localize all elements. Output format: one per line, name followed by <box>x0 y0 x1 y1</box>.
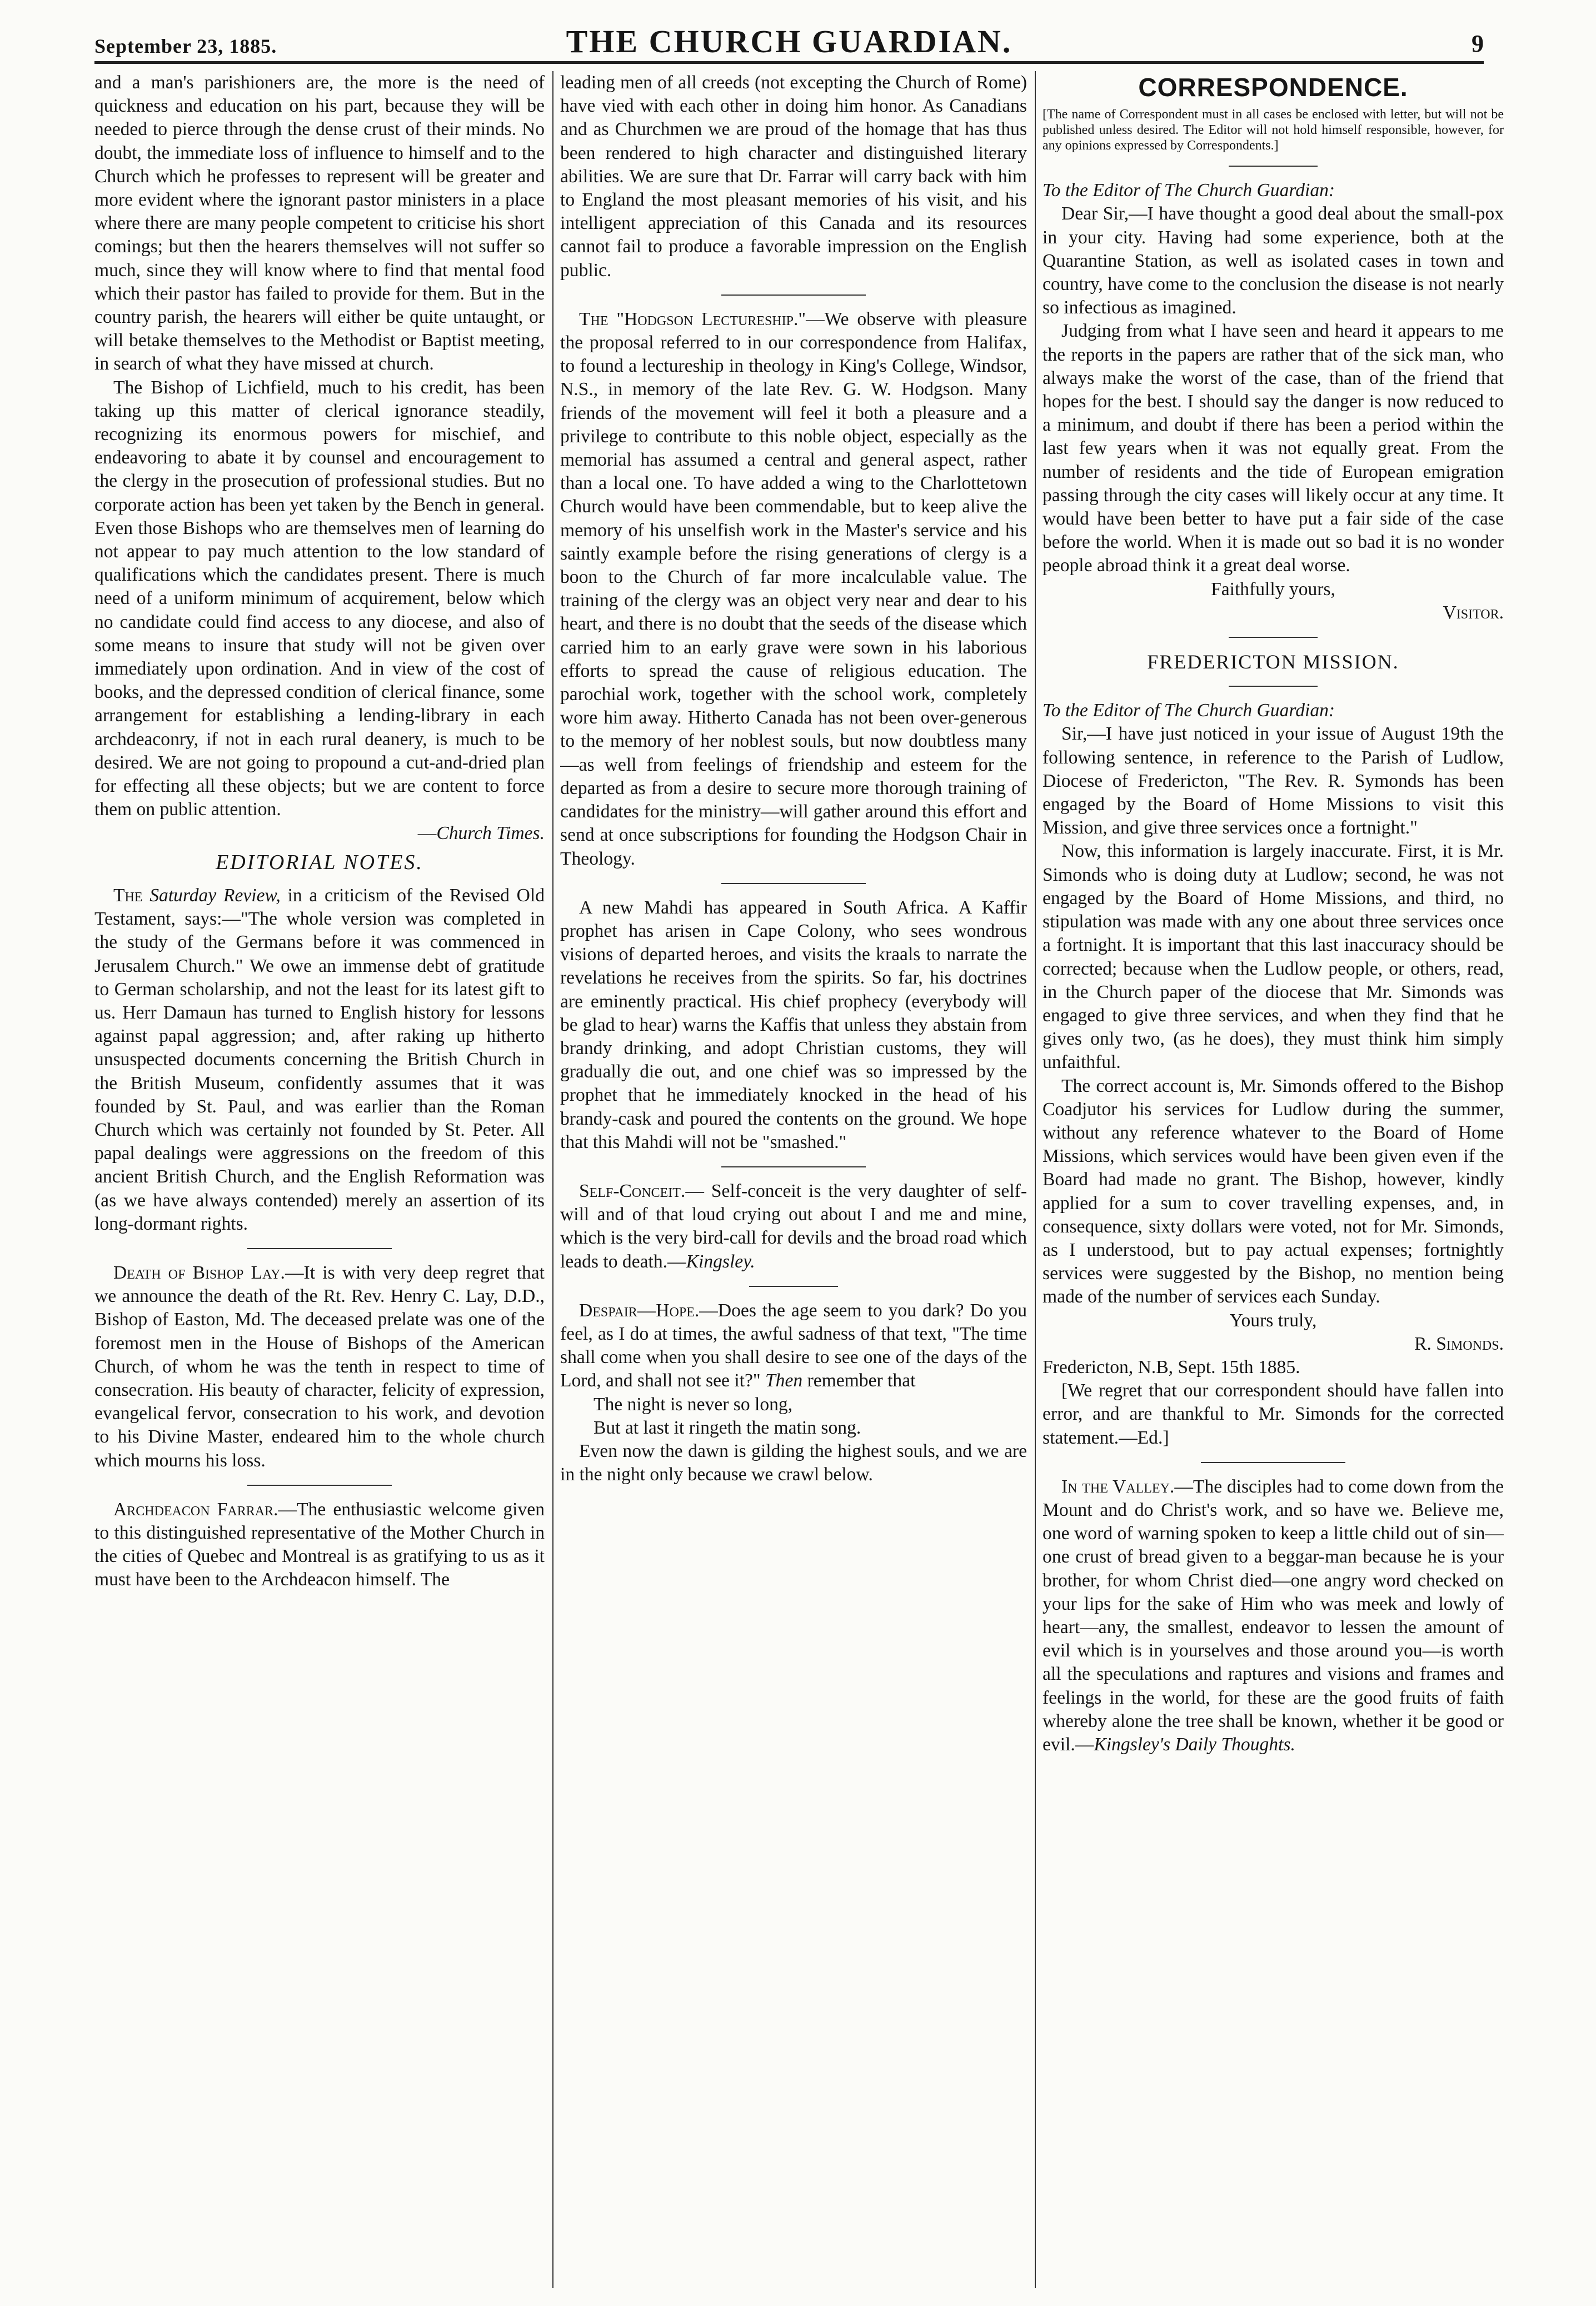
issue-date: September 23, 1885. <box>94 35 277 57</box>
source-title: Kingsley. <box>686 1251 755 1272</box>
letter-salutation: To the Editor of The Church Guardian: <box>1043 180 1335 201</box>
letter-paragraph: Judging from what I have seen and heard it appears to me the reports in the papers are rather that of the sick man, who always make the worst of the case, than of the friend that hopes for the best. I should say the danger is now reduced to a minimum, and doubt if there has been a period within the last few years when it was not equally great. From the number of residents and the tide of European emigration passing through the city cases will likely occur at any time. It would have been better to have put a fair side of the case before the world. When it is made out so bad it is no wonder people abroad think it a great deal worse. <box>1043 321 1504 576</box>
letter-salutation: To the Editor of The Church Guardian: <box>1043 700 1335 721</box>
separator-rule <box>1229 637 1318 638</box>
correspondence-heading: CORRESPONDENCE. <box>1138 73 1408 102</box>
note-lead: Self-Conceit. <box>579 1180 686 1201</box>
article-paragraph: Even now the dawn is gilding the highest souls, and we are in the night only because we crawl below. <box>560 1440 1027 1485</box>
article-paragraph: and a man's parishioners are, the more is the need of quickness and education on his part, because they will be needed to pierce through the dense crust of their minds. No doubt, the immediate loss of influence to himself and to the Church which he professes to represent will be greater and more evident where the ignorant pastor ministers in a place where there are many people competent to criticise his short comings; but then the hearers themselves will not suffer so much, since they will know where to find that mental food which their pastor has failed to provide for them. But in the country parish, the hearers will either be quite untaught, or will betake themselves to the Methodist or Baptist meeting, in search of what they have missed at church. <box>94 72 545 375</box>
separator-rule <box>1201 1462 1345 1463</box>
editorial-note: A new Mahdi has appeared in South Africa. A Kaffir prophet has arisen in Cape Colony, who sees wondrous visions of departed heroes, and visits the kraals to narrate the revelations he receives from the spirits. So far, his doctrines are eminently practical. His chief prophecy (everybody will be glad to hear) warns the Kaffis that unless they abstain from brandy drinking, and adopt Christian customs, they will gradually die out, and one chief was so impressed by the prophet that he immediately knocked in the head of his brandy-cask and poured the contents on the ground. We hope that this Mahdi will not be "smashed." <box>560 897 1027 1152</box>
verse-line: The night is never so long, <box>593 1394 793 1415</box>
separator-rule <box>721 883 866 884</box>
article-paragraph: leading men of all creeds (not excepting the Church of Rome) have vied with each other in doing him honor. As Canadians and as Churchmen we are proud of the homage that has thus been rendered to high character and distinguished literary abilities. We are sure that Dr. Farrar will carry back with him to England the most pleasant memories of his visit, and his intelligent appreciation of this Canada and its resources cannot fail to produce a favorable impression on the English public. <box>560 72 1027 281</box>
letter-signature: Visitor. <box>1443 602 1504 623</box>
editorial-note: Archdeacon Farrar.—The enthusiastic welcome given to this distinguished representative of the Mother Church in the cities of Quebec and Montreal is as gratifying to us as it must have been to the Archdeacon himself. The <box>94 1499 545 1590</box>
separator-rule <box>1229 686 1318 687</box>
note-lead: Death of Bishop Lay. <box>113 1262 285 1283</box>
column-1 <box>94 71 545 2288</box>
letter-signature: R. Simonds. <box>1414 1333 1504 1354</box>
letter-place-date: Fredericton, N.B, Sept. 15th 1885. <box>1043 1356 1300 1377</box>
column-rule <box>552 71 553 2288</box>
note-lead: In the Valley. <box>1061 1476 1175 1497</box>
column-rule <box>1035 71 1036 2288</box>
editorial-note: In the Valley.—The disciples had to come down from the Mount and do Christ's work, and so have we. Believe me, one word of warning spoken to keep a little child out of sin—one crust of bread given to a beggar-man because he is your brother, for whom Christ died—one angry word checked on your lips for the sake of Him who was meek and lowly of heart—any, the smallest, endeavor to lessen the amount of evil which is in yourselves and those around you—is worth all the speculations and raptures and visions and frames and feelings in the world, for these are the good fruits of faith whereby alone the tree shall be known, whether it be good or evil.—Kingsley's Daily Thoughts. <box>1043 1476 1504 1755</box>
correspondence-notice: [The name of Correspondent must in all cases be enclosed with letter, but will not be published unless desired. The Editor will not hold himself responsible, however, for any opinions expressed by Correspondents.] <box>1043 107 1504 153</box>
separator-rule <box>721 1166 866 1167</box>
article-paragraph: The Bishop of Lichfield, much to his credit, has been taking up this matter of clerical ignorance steadily, recognizing its enormous powers for mischief, and endeavoring to abate it by counsel and encouragement to the clergy in the prosecution of professional studies. But no corporate action has been yet taken by the Bench in general. Even those Bishops who are themselves men of learning do not appear to pay much attention to the low standard of qualifications which the candidates present. There is much need of a uniform minimum of acquirement, below which no candidate could find access to any diocese, and also of some means to insure that study will not be given over immediately upon ordination. And in view of the cost of books, and the depressed condition of clerical finance, some arrangement for establishing a lending-library in each archdeaconry, if not in each rural deanery, is much to be desired. We are not going to propound a cut-and-dried plan for effecting all these objects; but we are content to force them on public attention. <box>94 377 545 820</box>
editorial-notes-heading: EDITORIAL NOTES. <box>216 850 423 874</box>
column-2 <box>560 71 1027 2288</box>
editorial-note: The Saturday Review, in a criticism of the Revised Old Testament, says:—"The whole version was completed in the study of the Germans before it was commenced in Jerusalem Church." We owe an immense debt of gratitude to German scholarship, and not the least for its latest gift to us. Herr Damaun has turned to English history for lessons against papal aggression; and, after raking up hitherto unsuspected documents concerning the British Church in the British Museum, confidently assumes that it was founded by St. Paul, and was earlier than the Roman Church which was certainly not founded by St. Peter. All papal dealings were aggressions on the freedom of this ancient British Church, and the English Reformation was (as we have always contended) merely an assertion of its long-dormant rights. <box>94 885 545 1234</box>
source-title: Church Times. <box>436 822 545 843</box>
source-title: Kingsley's Daily Thoughts. <box>1094 1734 1295 1755</box>
letter-paragraph: The correct account is, Mr. Simonds offered to the Bishop Coadjutor his services for Ludlow during the summer, without any reference whatever to the Board of Home Missions, which services would have been given even if the Board had made no grant. The Bishop, however, kindly applied for a sum to cover travelling expenses, and, in consequence, sixty dollars were voted, not for Mr. Simonds, as I understood, but to pay actual expenses; fortnightly services were suggested by the Bishop, no mention being made of the number of services each Sunday. <box>1043 1075 1504 1307</box>
note-lead: Despair—Hope. <box>579 1300 700 1321</box>
separator-rule <box>721 295 866 296</box>
page-number: 9 <box>1472 30 1484 57</box>
column-3 <box>1043 71 1504 2288</box>
article-source: —Church Times. <box>417 822 545 843</box>
letter-paragraph: Now, this information is largely inaccurate. First, it is Mr. Simonds who is doing duty at Ludlow; second, he was not engaged by the Board of Home Missions, and third, no stipulation was made with any one about three services once a fortnight. It is important that this last inaccuracy should be corrected; because when the Ludlow people, or others, read, in the Church paper of the diocese that Mr. Simonds was engaged to give three services, and when they find that he gives only two, (as he does), they must think him simply unfaithful. <box>1043 841 1504 1073</box>
note-lead: Archdeacon Farrar. <box>113 1499 278 1520</box>
editorial-note: Despair—Hope.—Does the age seem to you dark? Do you feel, as I do at times, the awful sadness of that text, "The time shall come when you shall desire to see one of the days of the Lord, and shall not see it?" Then remember that <box>560 1300 1027 1391</box>
separator-rule <box>749 1286 838 1287</box>
letter-paragraph: Sir,—I have just noticed in your issue of August 19th the following sentence, in reference to the Parish of Ludlow, Diocese of Fredericton, "The Rev. R. Symonds has been engaged by the Board of Home Missions to visit this Mission, and give three services once a fortnight." <box>1043 723 1504 838</box>
letter-closing: Faithfully yours, <box>1211 578 1335 600</box>
verse-line: But at last it ringeth the matin song. <box>593 1417 861 1438</box>
note-lead: The "Hodgson Lectureship." <box>579 308 806 330</box>
letter-paragraph: Dear Sir,—I have thought a good deal about the small-pox in your city. Having had some experience, both at the Quarantine Station, as well as isolated cases in town and country, have come to the conclusion the disease is not nearly so infectious as imagined. <box>1043 203 1504 318</box>
editorial-note: Self-Conceit.— Self-conceit is the very daughter of self-will and of that loud crying out about I and me and mine, which is the very bird-call for devils and the broad road which leads to death.—Kingsley. <box>560 1180 1027 1272</box>
newspaper-title: THE CHURCH GUARDIAN. <box>566 23 1013 59</box>
fredericton-mission-heading: FREDERICTON MISSION. <box>1147 651 1399 673</box>
separator-rule <box>247 1248 392 1249</box>
separator-rule <box>247 1485 392 1486</box>
letter-closing: Yours truly, <box>1229 1310 1317 1331</box>
editorial-note: The "Hodgson Lectureship."—We observe with pleasure the proposal referred to in our correspondence from Halifax, to found a lectureship in theology in King's College, Windsor, N.S., in memory of the late Rev. G. W. Hodgson. Many friends of the movement will feel it both a pleasure and a privilege to contribute to this noble object, especially as the memorial has assumed a central and general aspect, rather than a local one. To have added a wing to the Charlottetown Church would have been commendable, but to keep alive the memory of his unselfish work in the Master's service and his saintly example before the rising generations of clergy is a boon to the Church of far more incalculable value. The training of the clergy was an object very near and dear to his heart, and there is no doubt that the seeds of the disease which carried him to an early grave were sown in his laborious efforts to spread the cause of religious education. The parochial work, together with the school work, completely wore him away. Hitherto Canada has not been over-generous to the memory of her noblest souls, but now doubtless many—as well from feelings of friendship and esteem for the departed as from a desire to secure more thorough training of candidates for the ministry—will gather around this effort and send at once subscriptions for founding the Hodgson Chair in Theology. <box>560 308 1027 869</box>
editor-note: [We regret that our correspondent should have fallen into error, and are thankful to Mr. Simonds for the corrected statement.—Ed.] <box>1043 1380 1504 1448</box>
separator-rule <box>1229 166 1318 167</box>
editorial-note: Death of Bishop Lay.—It is with very deep regret that we announce the death of the Rt. Rev. Henry C. Lay, D.D., Bishop of Easton, Md. The deceased prelate was one of the foremost men in the House of Bishops of the American Church, of whom he was the tenth in respect to time of consecration. His beauty of character, felicity of expression, evangelical fervor, consecration to his work, and devotion to his Divine Master, endeared him to the whole church which mourns his loss. <box>94 1262 545 1471</box>
masthead <box>94 23 1484 64</box>
